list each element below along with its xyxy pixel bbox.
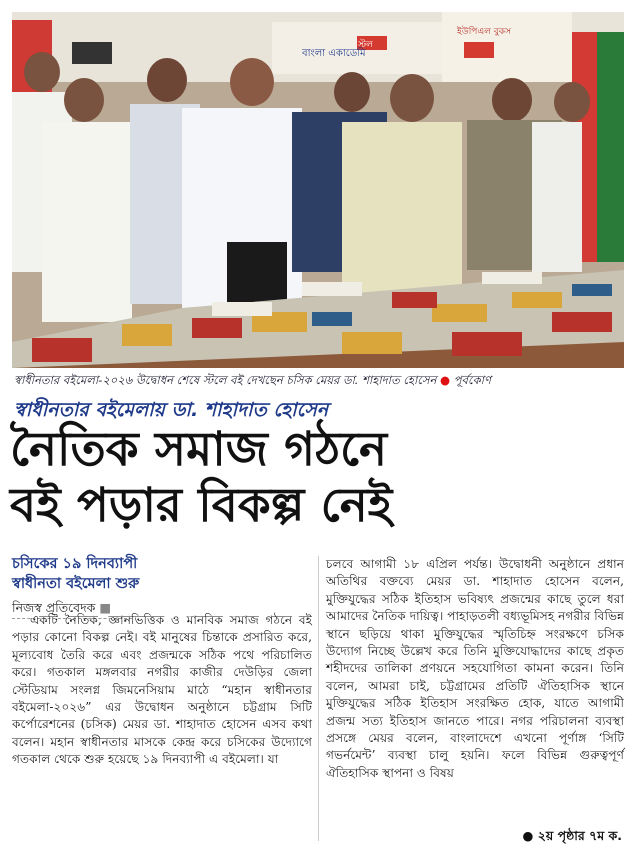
caption-credit: পূর্বকোণ <box>453 373 491 387</box>
byline-text: নিজস্ব প্রতিবেদক <box>12 600 96 615</box>
kicker: স্বাধীনতার বইমেলায় ডা. শাহাদাত হোসেন <box>14 399 329 421</box>
sub-headline <box>12 554 139 594</box>
photo-banner-text: বাংলা একাডেমি <box>302 48 366 59</box>
body-column-left: একটি নৈতিক, জ্ঞানভিত্তিক ও মানবিক সমাজ গঠনে বই পড়ার কোনো বিকল্প নেই। বই মানুষের চিন্তাকে প্রসারিত করে, মূল্যবোধ তৈরি করে এবং প্রজন্মকে সঠিক পথে পরিচালিত করে। গতকাল মঙ্গলবার নগরীর কাজীর দেউড়ির জেলা স্টেডিয়াম সংলগ্ন জিমনেসিয়াম মাঠে “মহান স্বাধীনতার বইমেলা-২০২৬” এর উদ্বোধন অনুষ্ঠানে চট্টগ্রাম সিটি কর্পোরেশনের (চসিক) মেয়র ডা. শাহাদাত হোসেন এসব কথা বলেন। মহান স্বাধীনতার মাসকে কেন্দ্র করে চসিকের উদ্যোগে গতকাল থেকে শুরু হয়েছে ১৯ দিনব্যাপী এ বইমেলা। যা <box>12 613 312 767</box>
photo-brand-text: ইউপিএল বুকস <box>457 27 512 37</box>
body-column-right: চলবে আগামী ১৮ এপ্রিল পর্যন্ত। উদ্বোধনী অনুষ্ঠানে প্রধান অতিথির বক্তব্যে মেয়র ডা. শাহাদাত হোসেন বলেন, মুক্তিযুদ্ধের সঠিক ইতিহাস ভবিষ্যৎ প্রজন্মের কাছে তুলে ধরা আমাদের নৈতিক দায়িত্ব। পাহাড়তলী বধ্যভূমিসহ নগরীর বিভিন্ন স্থানে ছড়িয়ে থাকা মুক্তিযুদ্ধের স্মৃতিচিহ্ন সংরক্ষণে চসিক উদ্যোগ নিচ্ছে উল্লেখ করে তিনি মুক্তিযোদ্ধাদের কাছে প্রকৃত শহীদদের তালিকা প্রণয়নে সহযোগিতা কামনা করেন। তিনি বলেন, আমরা চাই, চট্টগ্রামের প্রতিটি ঐতিহাসিক স্থানে মুক্তিযুদ্ধের সঠিক ইতিহাস সংরক্ষিত হোক, যাতে আগামী প্রজন্ম সত্য ইতিহাস জানতে পারে। নগর পরিচালনা ব্যবস্থা প্রসঙ্গে মেয়র বলেন, বাংলাদেশে এখনো পূর্ণাঙ্গ ‘সিটি গভর্নমেন্ট’ ব্যবস্থা চালু হয়নি। ফলে বিভিন্ন গুরুত্বপূর্ণ ঐতিহাসিক স্থাপনা ও বিষয় <box>326 557 624 780</box>
photo-caption <box>14 372 626 391</box>
caption-text: স্বাধীনতার বইমেলা-২০২৬ উদ্বোধন শেষে স্টলে বই দেখছেন চসিক মেয়র ডা. শাহাদাত হোসেন <box>14 373 437 387</box>
column-divider <box>318 556 319 841</box>
photo-stall-sign: স্টল <box>358 40 373 50</box>
headline <box>10 422 392 534</box>
news-photo-icon <box>12 12 624 368</box>
sub-headline-line-2: স্বাধীনতা বইমেলা শুরু <box>12 576 140 592</box>
headline-line-1: নৈতিক সমাজ গঠনে <box>10 422 388 477</box>
caption-dot: ● <box>440 373 451 387</box>
headline-line-2: বই পড়ার বিকল্প নেই <box>10 478 393 533</box>
continued-on: ● ২য় পৃষ্ঠার ৭ম ক. <box>522 828 622 843</box>
news-photo <box>12 12 624 368</box>
sub-headline-line-1: চসিকের ১৯ দিনব্যাপী <box>12 556 138 572</box>
byline-mark: ■ <box>99 600 112 615</box>
